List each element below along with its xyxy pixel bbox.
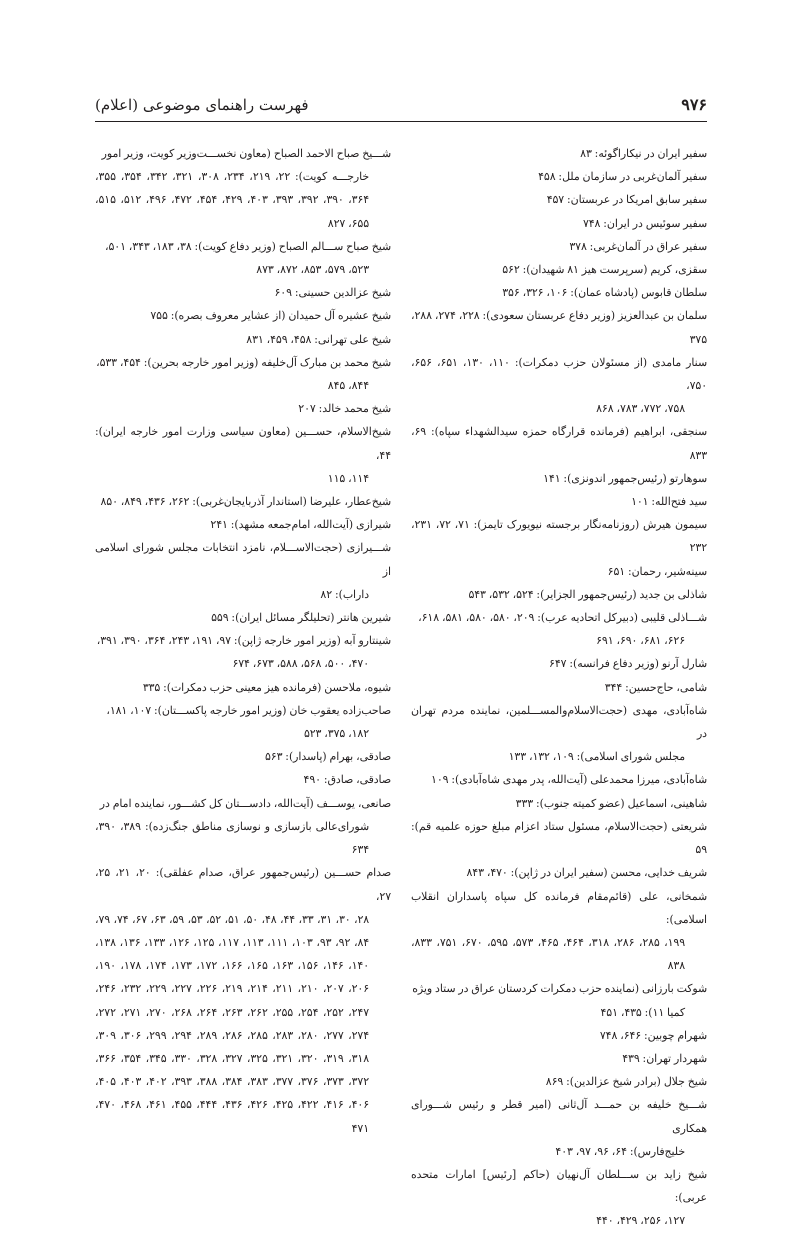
- index-entry: [95, 351, 391, 397]
- index-entry-text: شیخ عزالدین حسینی: ۶۰۹: [274, 286, 391, 300]
- index-entry-text: سفیر سوئیس در ایران: ۷۴۸: [582, 216, 707, 230]
- index-entry-text: شریف خدایی، محسن (سفیر ایران در ژاپن): ۴۷۰، ۸۴۳: [466, 866, 707, 880]
- index-entry: [411, 768, 707, 791]
- index-entry-text: شیوه، ملاحسن (فرمانده هیز معینی حزب دمکرات): ۳۳۵: [142, 680, 391, 694]
- index-entry: [95, 235, 391, 281]
- index-entry-text: شیخ محمد بن مبارک آل‌خلیفه (وزیر امور خارجه بحرین): ۴۵۴، ۵۳۳،: [96, 355, 391, 369]
- index-entry-text: سنجقی، ابراهیم (فرمانده قرارگاه حمزه سیدالشهداء سپاه): ۶۹، ۸۳۳: [411, 425, 707, 462]
- index-entry: [95, 861, 391, 1139]
- index-entry-continuation: کمیا ۱۱): ۴۳۵، ۴۵۱: [600, 1005, 685, 1019]
- index-entry-text: صادقی، بهرام (پاسدار): ۵۶۳: [264, 750, 391, 764]
- index-entry-text: شهردار تهران: ۴۳۹: [622, 1051, 707, 1065]
- index-entry-text: شیخ علی تهرانی: ۴۵۸، ۴۵۹، ۸۳۱: [246, 332, 391, 346]
- header-rule: [95, 121, 707, 122]
- index-entry-text: شاه‌آبادی، میرزا محمدعلی (آیت‌الله، پدر مهدی شاه‌آبادی): ۱۰۹: [431, 773, 707, 787]
- page-number: ۹۷۶: [681, 95, 707, 114]
- index-entry: [411, 1024, 707, 1047]
- index-entry-text: سید فتح‌الله: ۱۰۱: [631, 495, 707, 509]
- index-entry: [95, 699, 391, 745]
- index-entry: [411, 1093, 707, 1163]
- index-entry: [95, 513, 391, 536]
- index-entry: [411, 258, 707, 281]
- index-entry-text: سینه‌شیر، رحمان: ۶۵۱: [607, 564, 707, 578]
- index-entry-text: شـــیخ خلیفه بن حمـــد آل‌ثانی (امیر قطر و رئیس شـــورای همکاری: [411, 1098, 707, 1135]
- index-entry-text: سفیر عراق در آلمان‌غربی: ۳۷۸: [569, 239, 707, 253]
- index-entry-text: شارل آرنو (وزیر دفاع فرانسه): ۶۴۷: [549, 657, 707, 671]
- index-entry-text: سوهارتو (رئیس‌جمهور اندونزی): ۱۴۱: [543, 471, 707, 485]
- index-entry-text: سیمون هیرش (روزنامه‌نگار برجسته نیویورک تایمز): ۷۱، ۷۲، ۲۳۱، ۲۳۲: [411, 518, 707, 555]
- index-entry: [95, 768, 391, 791]
- index-entry-text: صادقی، صادق: ۴۹۰: [303, 773, 391, 787]
- index-entry: [95, 745, 391, 768]
- index-entry-text: شـــیرازی (حجت‌الاســـلام، نامزد انتخابات مجلس شورای اسلامی از: [95, 541, 391, 578]
- index-entry-text: شیخ جلال (برادر شیخ عزالدین): ۸۶۹: [545, 1075, 707, 1089]
- index-entry-continuation: ۵۲۳، ۵۷۹، ۸۵۳، ۸۷۲، ۸۷۳: [256, 263, 369, 277]
- index-entry: [95, 281, 391, 304]
- index-entry: [95, 676, 391, 699]
- index-entry: [411, 861, 707, 884]
- index-entry: [411, 304, 707, 350]
- index-entry: [411, 815, 707, 861]
- index-entry: [95, 536, 391, 606]
- index-entry-continuation: شورای‌عالی بازسازی و نوسازی مناطق جنگ‌زده): ۳۸۹، ۳۹۰، ۶۳۴: [95, 819, 369, 857]
- index-entry: [95, 397, 391, 420]
- index-entry: [411, 513, 707, 559]
- index-entry: [411, 606, 707, 652]
- index-entry-continuation: مجلس شورای اسلامی): ۱۰۹، ۱۳۲، ۱۳۳: [508, 750, 685, 764]
- index-entry: [411, 560, 707, 583]
- index-entry-continuation: ۲۸، ۳۰، ۳۱، ۳۳، ۴۴، ۴۸، ۵۰، ۵۱، ۵۲، ۵۳، ۵۹، ۶۳، ۶۷، ۷۴، ۷۹، ۸۴، ۹۲، ۹۳، ۱۰۳، ۱۱۱، ۱۱۳، ۱۱۷، ۱۲۵، ۱۲۶، ۱۳۳، ۱۳۶، ۱۳۸، ۱۴۰، ۱۴۶، ۱۵۶، ۱۶۳، ۱۶۵، ۱۶۶، ۱۷۲، ۱۷۳، ۱۷۴، ۱۷۸، ۱۹۰، ۲۰۶، ۲۰۷، ۲۱۰، ۲۱۱، ۲۱۴، ۲۱۹، ۲۲۶، ۲۲۷، ۲۲۹، ۲۳۲، ۲۴۶، ۲۴۷، ۲۵۲، ۲۵۴، ۲۵۵، ۲۶۲، ۲۶۳، ۲۶۴، ۲۶۸، ۲۷۰، ۲۷۱، ۲۷۲، ۲۷۴، ۲۷۷، ۲۸۰، ۲۸۳، ۲۸۵، ۲۸۶، ۲۸۹، ۲۹۴، ۲۹۹، ۳۰۶، ۳۰۹، ۳۱۸، ۳۱۹، ۳۲۰، ۳۲۱، ۳۲۵، ۳۲۷، ۳۲۸، ۳۳۰، ۳۴۵، ۳۵۴، ۳۶۶، ۳۷۲، ۳۷۳، ۳۷۶، ۳۷۷، ۳۸۳، ۳۸۴، ۳۸۸، ۳۹۳، ۴۰۲، ۴۰۳، ۴۰۵، ۴۰۶، ۴۱۶، ۴۲۲، ۴۲۵، ۴۲۶، ۴۳۶، ۴۴۴، ۴۵۵، ۴۶۱، ۴۶۸، ۴۷۰، ۴۷۱: [95, 912, 370, 1135]
- index-entry: [411, 281, 707, 304]
- index-entry-text: صدام حســـین (رئیس‌جمهور عراق، صدام عفلقی): ۲۰، ۲۱، ۲۵، ۲۷،: [95, 866, 392, 903]
- index-entry: [411, 676, 707, 699]
- index-entry: [411, 467, 707, 490]
- index-entry-text: شیخ‌الاسلام، حســـین (معاون سیاسی وزارت امور خارجه ایران): ۴۴،: [95, 425, 391, 462]
- index-entry-text: شیخ محمد خالد: ۲۰۷: [298, 402, 391, 416]
- index-entry-text: شـــاذلی قلیبی (دبیرکل اتحادیه عرب): ۲۰۹، ۵۸۰، ۵۸۰، ۵۸۱، ۶۱۸،: [418, 611, 707, 625]
- index-entry: [411, 1070, 707, 1093]
- index-entry: [411, 212, 707, 235]
- index-entry: [95, 142, 391, 235]
- index-entry: [411, 885, 707, 978]
- index-entry-text: شیخ‌عطار، علیرضا (استاندار آذربایجان‌غربی): ۲۶۲، ۴۳۶، ۸۴۹، ۸۵۰: [100, 495, 391, 509]
- index-entry: [411, 142, 707, 165]
- index-entry: [411, 977, 707, 1023]
- index-entry-continuation: ۸۴۴، ۸۴۵: [327, 379, 369, 393]
- index-entry: [411, 1163, 707, 1233]
- index-entry-continuation: ۱۱۴، ۱۱۵: [327, 471, 369, 485]
- index-entry-continuation: ۱۹۹، ۲۸۵، ۲۸۶، ۳۱۸، ۴۶۴، ۴۶۵، ۵۷۳، ۵۹۵، ۶۷۰، ۷۵۱، ۸۳۳، ۸۳۸: [411, 935, 686, 973]
- index-entry: [411, 1047, 707, 1070]
- index-entry: [411, 792, 707, 815]
- index-entry-text: شیخ زاید بن ســـلطان آل‌نهیان (حاکم [رئیس] امارات متحده عربی):: [411, 1167, 707, 1205]
- index-entry: [411, 490, 707, 513]
- index-entry-text: شـــیخ صباح الاحمد الصباح (معاون نخســـت‌وزیر کویت، وزیر امور: [101, 147, 391, 160]
- index-entry-text: شریعتی (حجت‌الاسلام، مسئول ستاد اعزام مبلغ حوزه علمیه قم): ۵۹: [411, 819, 707, 857]
- index-entry-text: شاذلی بن جدید (رئیس‌جمهور الجزایر): ۵۲۴، ۵۳۲، ۵۴۳: [468, 587, 707, 601]
- index-entry: [411, 652, 707, 675]
- index-entry: [95, 629, 391, 675]
- index-entry-text: شوکت بارزانی (نماینده حزب دمکرات کردستان عراق در ستاد ویژه: [412, 982, 707, 996]
- index-entry: [411, 235, 707, 258]
- index-entry-text: شیرازی (آیت‌الله، امام‌جمعه مشهد): ۲۴۱: [210, 518, 391, 532]
- index-entry-text: شیرین هانتر (تحلیلگر مسائل ایران): ۵۵۹: [211, 611, 391, 625]
- index-entry-text: شمخانی، علی (قائم‌مقام فرمانده کل سپاه پاسداران انقلاب اسلامی):: [411, 889, 707, 926]
- index-entry-continuation: ۴۷۰، ۵۰۰، ۵۶۸، ۵۸۸، ۶۷۳، ۶۷۴: [232, 657, 369, 671]
- index-entry-text: شینتارو آبه (وزیر امور خارجه ژاپن): ۹۷، ۱۹۱، ۲۴۳، ۳۶۴، ۳۹۰، ۳۹۱،: [96, 634, 391, 648]
- index-entry-text: شاه‌آبادی، مهدی (حجت‌الاسلام‌والمســـلمین، نماینده مردم تهران در: [411, 703, 707, 741]
- index-entry-continuation: ۶۲۶، ۶۸۱، ۶۹۰، ۶۹۱: [596, 634, 685, 648]
- index-column-right: [411, 142, 707, 1233]
- index-entry-text: سلطان قابوس (پادشاه عمان): ۱۰۶، ۳۲۶، ۳۵۶: [502, 286, 707, 300]
- index-entry: [411, 420, 707, 466]
- index-entry: [95, 606, 391, 629]
- index-entry-text: سقزی، کریم (سرپرست هیز ۸۱ شهیدان): ۵۶۲: [502, 263, 707, 277]
- running-title: فهرست راهنمای موضوعی (اعلام): [95, 96, 309, 114]
- index-entry-text: شیخ عشیره آل حمیدان (از عشایر معروف بصره): ۷۵۵: [150, 309, 391, 323]
- index-entry: [411, 165, 707, 188]
- index-entry-continuation: خلیج‌فارس): ۶۴، ۹۶، ۹۷، ۴۰۳: [555, 1144, 685, 1158]
- index-entry: [411, 583, 707, 606]
- page-header: [95, 86, 707, 120]
- index-entry-text: سلمان بن عبدالعزیز (وزیر دفاع عربستان سعودی): ۲۲۸، ۲۷۴، ۲۸۸، ۳۷۵: [411, 309, 708, 346]
- index-entry-text: سفیر آلمان‌غربی در سازمان ملل: ۴۵۸: [538, 170, 707, 184]
- index-entry: [411, 699, 707, 769]
- index-entry-text: سنار مامدی (از مسئولان حزب دمکرات): ۱۱۰، ۱۳۰، ۶۵۱، ۶۵۶، ۷۵۰،: [411, 355, 707, 393]
- index-entry-text: شهرام چوبین: ۶۴۶، ۷۴۸: [599, 1028, 707, 1042]
- index-entry: [95, 328, 391, 351]
- index-entry-text: سفیر سابق امریکا در عربستان: ۴۵۷: [546, 193, 707, 207]
- index-entry-text: شیخ صباح ســـالم الصباح (وزیر دفاع کویت): ۳۸، ۱۸۳، ۳۴۳، ۵۰۱،: [104, 239, 391, 253]
- index-entry-continuation: داراب): ۸۲: [320, 587, 369, 601]
- index-entry-continuation: ۱۸۲، ۳۷۵، ۵۲۳: [303, 727, 369, 741]
- index-entry-continuation: خارجـــه کویت): ۲۲، ۲۱۹، ۲۳۴، ۳۰۸، ۳۲۱، ۳۴۲، ۳۵۴، ۳۵۵، ۳۶۴، ۳۹۰، ۳۹۲، ۳۹۳، ۴۰۳، ۴۲۹، ۴۵۴، ۴۷۲، ۴۹۶، ۵۱۲، ۵۱۵، ۶۵۵، ۸۲۷: [95, 170, 370, 230]
- index-entry-text: شامی، حاج‌حسین: ۳۴۴: [604, 680, 707, 694]
- index-entry: [95, 490, 391, 513]
- index-entry: [411, 351, 707, 421]
- index-entry-text: سفیر ایران در نیکاراگوئه: ۸۳: [580, 147, 707, 160]
- index-entry: [95, 304, 391, 327]
- index-entry: [411, 188, 707, 211]
- index-entry-text: شاهینی، اسماعیل (عضو کمیته جنوب): ۳۳۳: [515, 796, 707, 810]
- index-entry-text: صانعی، یوســـف (آیت‌الله، دادســـتان کل کشـــور، نماینده امام در: [99, 796, 391, 810]
- index-entry: [95, 792, 391, 862]
- index-entry-continuation: ۱۲۷، ۲۵۶، ۴۲۹، ۴۴۰: [596, 1214, 685, 1228]
- index-column-left: [95, 142, 391, 1140]
- index-entry-text: صاحب‌زاده یعقوب خان (وزیر امور خارجه پاکســـتان): ۱۰۷، ۱۸۱،: [106, 703, 391, 717]
- index-entry: [95, 420, 391, 490]
- index-entry-continuation: ۷۵۸، ۷۷۲، ۷۸۳، ۸۶۸: [596, 402, 685, 416]
